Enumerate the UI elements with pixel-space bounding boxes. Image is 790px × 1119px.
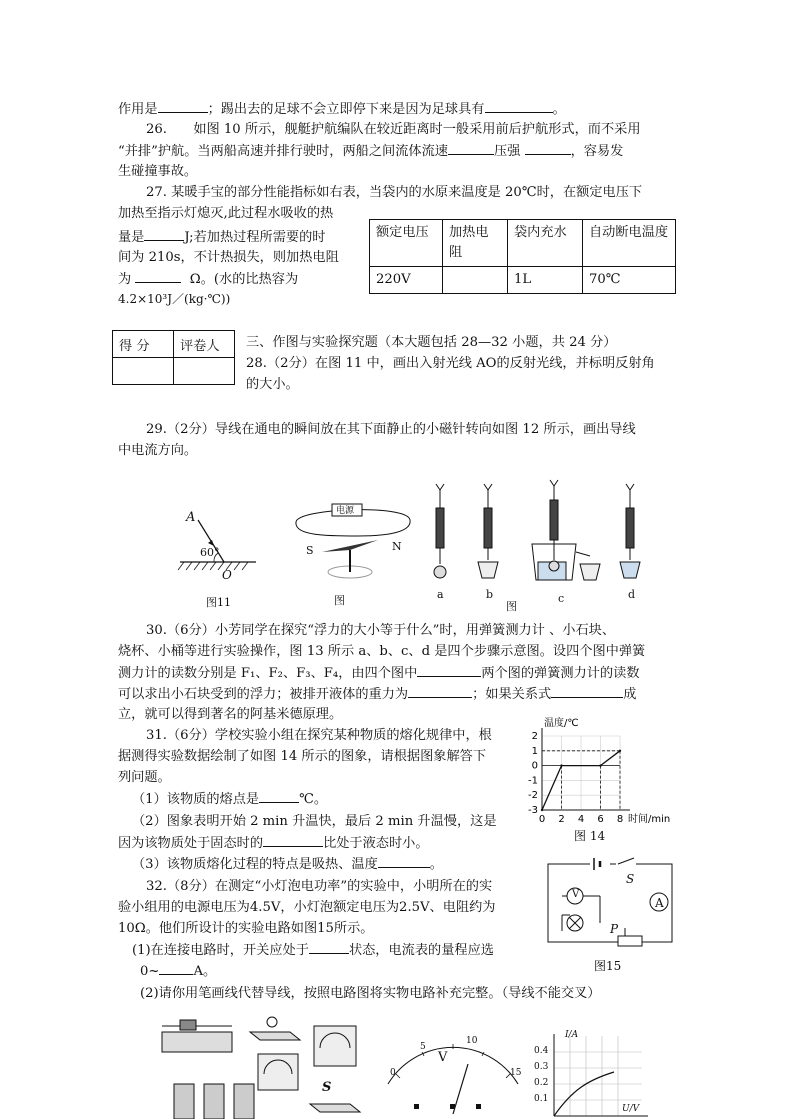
q27-line3: 量是 J;若加热过程所需要的时: [118, 226, 325, 248]
table-cell: 1L: [508, 267, 583, 294]
table-cell: [443, 267, 508, 294]
section-3-heading: 三、作图与实验探究题（本大题包括 28—32 小题，共 24 分）: [246, 335, 617, 350]
data-point: [599, 764, 601, 766]
q30-line1: 30.（6分）小芳同学在探究“浮力的大小等于什么”时，用弹簧测力计 、小石块、: [146, 623, 616, 638]
fig13-label: b: [486, 588, 494, 601]
meter-tick: 15: [510, 1068, 522, 1078]
answer-blank[interactable]: [551, 683, 623, 698]
answer-blank[interactable]: [408, 683, 472, 698]
y-tick-label: 1: [531, 745, 538, 757]
fig15-v-label: V: [572, 889, 580, 900]
table-header: 额定电压: [370, 220, 443, 267]
q32-line3: 10Ω。他们所设计的实验电路如图15所示。: [118, 921, 374, 936]
q29-line2: 中电流方向。: [118, 443, 198, 458]
q26-line2: “并排”护航。当两船高速并排行驶时，两船之间流体流速 压强 ，容易发: [118, 140, 623, 162]
q32-line1: 32.（8分）在测定“小灯泡电功率”的实验中，小明所在的实: [146, 879, 493, 894]
table-header: 袋内充水: [508, 220, 583, 267]
q25-tail-line: 作用是 ；踢出去的足球不会立即停下来是因为足球具有 。: [118, 98, 566, 120]
x-tick-label: 8: [616, 814, 624, 825]
x-tick-label: 4: [577, 814, 585, 825]
answer-blank[interactable]: [417, 662, 481, 677]
score-table: [112, 330, 235, 385]
q30-line3: 测力计的读数分别是 F₁、F₂、F₃、F₄，由四个图中 两个图的弹簧测力计的读数: [118, 662, 640, 684]
y-tick-label: -1: [528, 775, 538, 787]
meter-tick: 5: [420, 1042, 426, 1052]
y-tick-label: -3: [528, 805, 538, 816]
fig15-p-label: P: [610, 922, 619, 936]
data-point: [560, 764, 562, 766]
fig15-caption: 图15: [594, 959, 622, 973]
spec-table: [369, 219, 676, 294]
q27-line1: 27. 某暖手宝的部分性能指标如右表，当袋内的水原来温度是 20℃时，在额定电压下: [146, 185, 643, 200]
figure-13-buoyancy: [420, 480, 650, 592]
grader-cell[interactable]: [174, 358, 235, 385]
q32-line4: (1)在连接电路时，开关应处于 状态，电流表的量程应选: [132, 939, 494, 961]
fig11-label-o: O: [222, 568, 232, 582]
fig12-caption: 图: [334, 594, 345, 607]
score-label: 得 分: [113, 331, 174, 358]
answer-blank[interactable]: [378, 853, 430, 868]
meter-tick: 0: [390, 1068, 396, 1078]
y-tick-label: 2: [531, 731, 538, 742]
answer-blank[interactable]: [158, 98, 208, 113]
answer-blank[interactable]: [525, 140, 571, 155]
iu-ytick: 0.2: [534, 1078, 549, 1088]
q31-line2: 据测得实验数据绘制了如图 14 所示的图象，请根据图象解答下: [118, 749, 487, 764]
score-cell[interactable]: [113, 358, 174, 385]
iu-ylabel: I/A: [565, 1030, 579, 1040]
q27-line6: 4.2×10³J／(kg·℃)): [118, 292, 231, 306]
fig14-caption: 图 14: [574, 829, 606, 843]
x-tick-label: 0: [538, 814, 546, 825]
fig13-caption: 图: [506, 600, 517, 613]
iu-ytick: 0.4: [534, 1046, 549, 1056]
q28-line1: 28.（2分）在图 11 中，画出入射光线 AO的反射光线，并标明反射角: [246, 356, 655, 371]
figure-14-chart: [516, 718, 686, 844]
q29-line1: 29.（2分）导线在通电的瞬间放在其下面静止的小磁针转向如图 12 所示，画出导线: [146, 422, 636, 437]
q32-line5: 0~ A。: [140, 960, 216, 982]
fig13-label: c: [558, 592, 565, 605]
fig13-label: d: [628, 588, 636, 601]
q26-line3: 生碰撞事故。: [118, 164, 198, 179]
q31-line5: （2）图象表明开始 2 min 升温快，最后 2 min 升温慢，这是: [132, 814, 497, 829]
data-point: [619, 750, 621, 752]
q31-line7: （3）该物质熔化过程的特点是吸热、温度 。: [132, 853, 443, 875]
q30-line5: 立，就可以得到著名的阿基米德原理。: [118, 707, 343, 722]
meter-tick: 10: [466, 1036, 478, 1046]
table-cell: 220V: [370, 267, 443, 294]
bottom-switch-label: S: [322, 1080, 332, 1095]
table-header: 加热电阻: [443, 220, 508, 267]
iu-ytick: 0.3: [534, 1062, 549, 1072]
answer-blank[interactable]: [263, 832, 323, 847]
q28-line2: 的大小。: [246, 377, 299, 392]
q31-line6: 因为该物质处于固态时的 比处于液态时小。: [118, 832, 429, 854]
q31-line3: 列问题。: [118, 770, 171, 785]
q30-line4: 可以求出小石块受到的浮力；被排开液体的重力为 ；如果关系式 成: [118, 683, 636, 705]
answer-blank[interactable]: [159, 960, 193, 975]
answer-blank[interactable]: [448, 140, 494, 155]
y-tick-label: -2: [528, 790, 538, 802]
fig12-source-label: 电源: [336, 506, 355, 516]
q31-line4: （1）该物质的熔点是 ℃。: [132, 788, 327, 810]
y-axis-label: 温度/℃: [544, 718, 579, 729]
figure-bottom-apparatus: [150, 1012, 370, 1119]
answer-blank[interactable]: [485, 98, 553, 113]
q32-line6: (2)请你用笔画线代替导线，按照电路图将实物电路补充完整。（导线不能交叉）: [140, 986, 601, 1001]
x-tick-label: 6: [597, 814, 604, 825]
x-axis-label: 时间/min: [628, 814, 671, 825]
fig15-a-label: A: [655, 896, 664, 910]
grader-label: 评卷人: [174, 331, 235, 358]
x-tick-label: 2: [558, 814, 565, 825]
q30-line2: 烧杯、小桶等进行实验操作，图 13 所示 a、b、c、d 是四个步骤示意图。设四个图中弹簧: [118, 644, 646, 659]
fig12-s-label: S: [306, 544, 314, 557]
q26-line1: 26. 如图 10 所示，舰艇护航编队在较近距离时一般采用前后护航形式，而不采用: [146, 122, 641, 137]
answer-blank[interactable]: [135, 268, 181, 283]
q32-line2: 验小组用的电源电压为4.5V，小灯泡额定电压为2.5V、电阻约为: [118, 900, 496, 915]
table-header: 自动断电温度: [583, 220, 676, 267]
iu-xlabel: U/V: [622, 1104, 640, 1114]
y-tick-label: 0: [531, 760, 538, 772]
fig15-s-label: S: [626, 872, 635, 886]
answer-blank[interactable]: [309, 939, 349, 954]
fig11-label-a: A: [186, 510, 196, 525]
fig12-n-label: N: [392, 540, 402, 553]
q31-line1: 31.（6分）学校实验小组在探究某种物质的熔化规律中，根: [146, 728, 492, 743]
answer-blank[interactable]: [259, 788, 299, 803]
q27-line2: 加热至指示灯熄灭,此过程水吸收的热: [118, 206, 334, 221]
bottom-meter-v: V: [438, 1050, 448, 1065]
q27-line5: 为 Ω。(水的比热容为: [118, 268, 298, 290]
answer-blank[interactable]: [144, 226, 184, 241]
fig11-caption: 图11: [206, 596, 231, 609]
table-cell: 70℃: [583, 267, 676, 294]
iu-ytick: 0.1: [534, 1094, 549, 1104]
fig13-label: a: [437, 588, 444, 601]
fig11-angle: 60°: [200, 546, 220, 559]
figure-bottom-voltmeter: [378, 1028, 528, 1119]
q27-line4: 间为 210s，不计热损失，则加热电阻: [118, 250, 339, 265]
data-point: [541, 809, 543, 811]
